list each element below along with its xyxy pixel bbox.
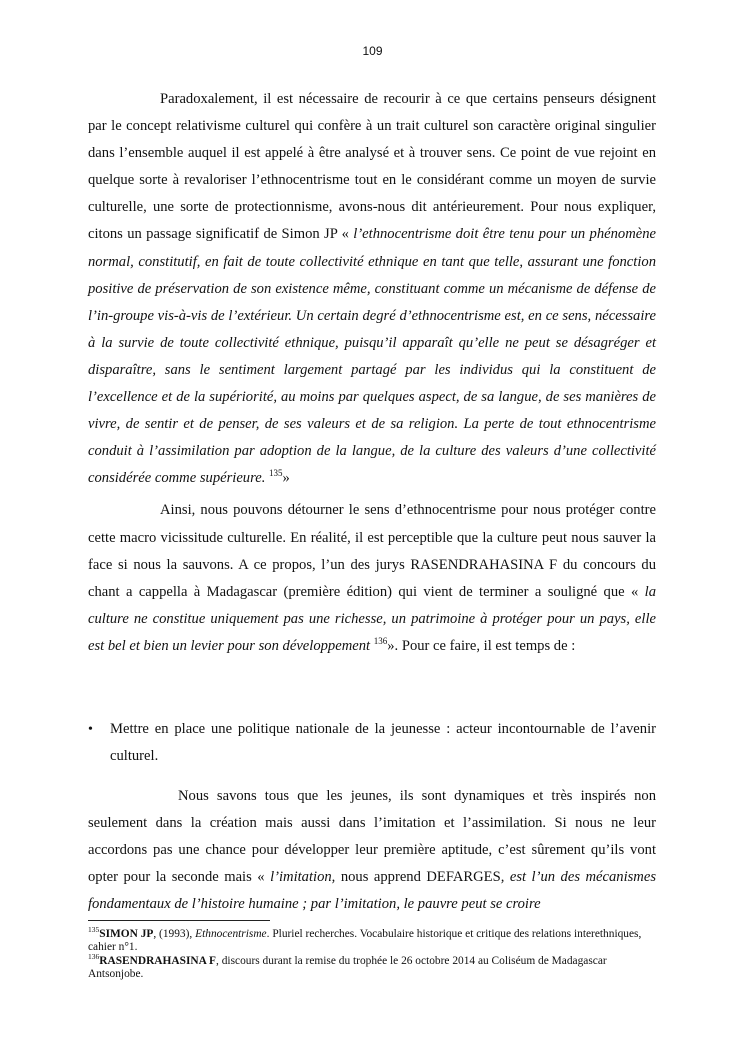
- bullet-icon: •: [88, 722, 93, 737]
- footnote-text: , (1993),: [153, 928, 196, 940]
- defarges-quote: , est l’un des mécanismes fondamentaux de l’histoire humaine ; par l’imitation, le pauvre peut se croire: [88, 869, 657, 913]
- paragraph-jeunes-text: Nous savons tous que les jeunes, ils sont dynamiques et très inspirés non seulement dans la création mais aussi dans l’imitation et l’assimilation. Si nous ne leur accordons pas une chance pour développer leur première aptitude, c’est sûrement qu’ils vont opter pour la seconde mais «: [88, 788, 656, 886]
- footnote-number: 135: [88, 925, 100, 935]
- rasendrahasina-quote: la culture ne constitue uniquement pas une richesse, un patrimoine à protéger pour un pays, elle est bel et bien un levier pour son développement: [88, 583, 656, 654]
- footnote-135: [88, 925, 656, 955]
- paragraph-ainsi: [88, 497, 656, 660]
- simon-quote: l’ethnocentrisme doit être tenu pour un phénomène normal, constitutif, en fait de toute collectivité ethnique en tant que telle, assurant une fonction positive de préservation de son existence même, constituant comme un mécanisme de défense de l’in-groupe vis-à-vis de l’extérieur. Un certain degré d’ethnocentrisme est, en ce sens, nécessaire à la survie de toute collectivité ethnique, puisqu’il apparaît qu’elle ne peut se désagréger et disparaître, sans le sentiment largement partagé par les individus qui la constituent de l’excellence et de la supériorité, au moins par quelques aspect, de sa langue, de ses manières de vivre, de sentir et de penser, de ses valeurs et de sa religion. La perte de tout ethnocentrisme conduit à l’assimilation par adoption de la langue, de la culture des valeurs d’une collectivité considérée comme supérieure.: [88, 226, 657, 487]
- footnote-author: SIMON JP: [99, 928, 154, 940]
- paragraph-intro-text: Paradoxalement, il est nécessaire de recourir à ce que certains penseurs désignent par le concept relativisme culturel qui confère à un trait culturel son caractère original singulier dans l’ensemble auquel il est appelé à être analysé et à trouver sens. Ce point de vue rejoint en quelque sorte à revaloriser l’ethnocentrisme tout en le considérant comme un moyen de survie culturelle, une sorte de protectionnisme, avons-nous dit antérieurement. Pour nous expliquer, citons un passage significatif de Simon JP «: [88, 91, 656, 243]
- paragraph-jeunes-section: [88, 783, 656, 918]
- footnote-ref-136[interactable]: 136: [373, 636, 388, 647]
- bullet-text: Mettre en place une politique nationale de la jeunesse : acteur incontournable de l’avenir culturel.: [110, 721, 656, 765]
- paragraph-ainsi-text: Ainsi, nous pouvons détourner le sens d’ethnocentrisme pour nous protéger contre cette macro vicissitude culturelle. En réalité, il est perceptible que la culture peut nous sauver la face si nous la sauvons. A ce propos, l’un des jurys RASENDRAHASINA F du concours du chant a cappella à Madagascar (première édition) qui vient de terminer a souligné que «: [88, 502, 656, 600]
- main-text: [88, 86, 656, 660]
- list-item: [88, 716, 656, 770]
- paragraph-relativisme: [88, 86, 656, 492]
- page-number: 109: [362, 44, 383, 58]
- footnote-ref-135[interactable]: 135: [269, 468, 283, 479]
- footnote-136: [88, 952, 656, 982]
- imitation-quote: l’imitation,: [270, 869, 336, 886]
- footnote-separator: [88, 920, 270, 921]
- quote-close: »: [282, 470, 290, 487]
- defarges-attribution: nous apprend DEFARGES: [335, 869, 501, 886]
- footnote-text: , discours durant la remise du trophée le 26 octobre 2014 au Coliséum de Madagascar Antsonjobe.: [88, 954, 607, 981]
- footnote-title: Ethnocentrisme: [195, 928, 267, 940]
- footnote-author: RASENDRAHASINA F: [99, 954, 217, 967]
- footnotes: [88, 925, 656, 982]
- footnote-number: 136: [88, 952, 100, 962]
- bullet-list: [88, 716, 656, 770]
- paragraph-ainsi-end: ». Pour ce faire, il est temps de :: [387, 637, 576, 654]
- footnote-text: . Pluriel recherches. Vocabulaire historique et critique des relations interethniques, cahier n°1.: [88, 928, 642, 954]
- paragraph-jeunes: [88, 783, 656, 918]
